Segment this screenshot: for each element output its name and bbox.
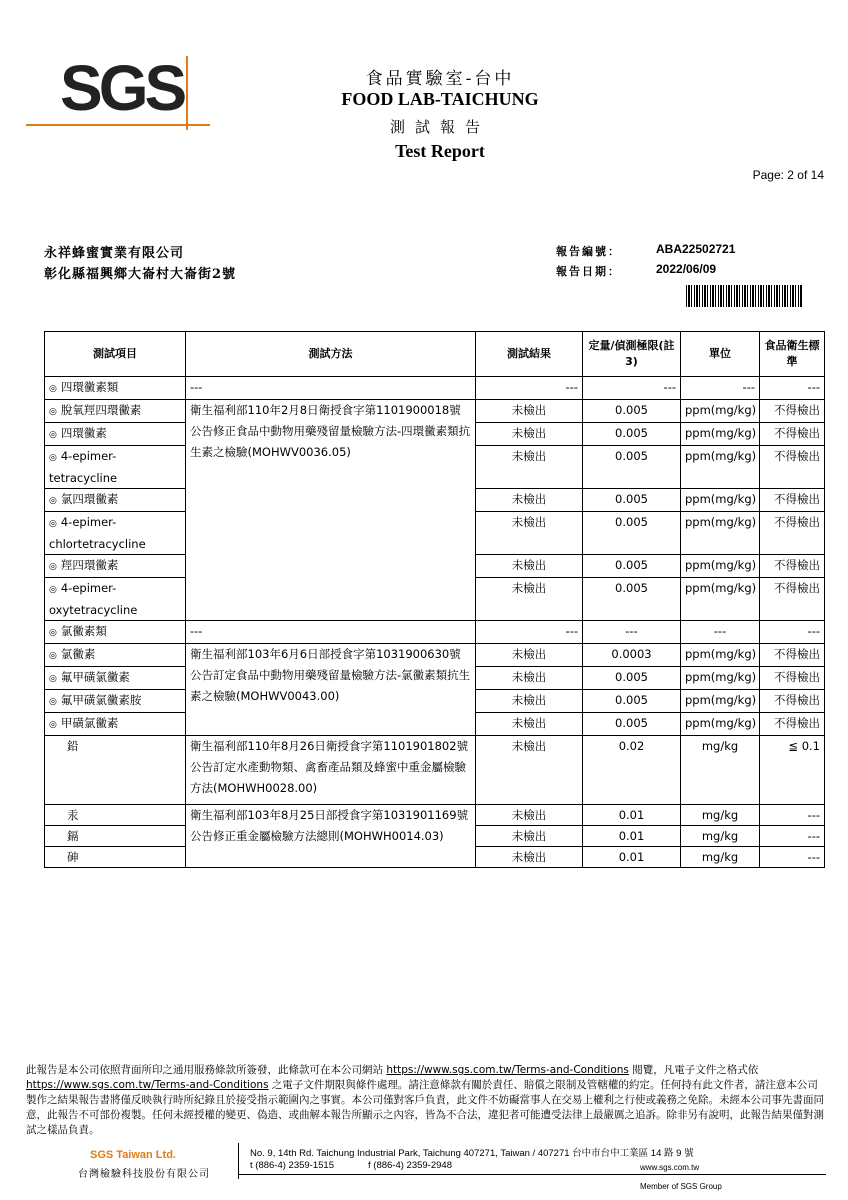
bullet-icon: ◎ [49, 674, 57, 684]
loq-cell: 0.005 [583, 555, 681, 578]
unit-cell: ppm(mg/kg) [681, 644, 760, 667]
terms-link-2[interactable]: https://www.sgs.com.tw/Terms-and-Conditions [26, 1079, 269, 1091]
loq-cell: 0.01 [583, 805, 681, 826]
unit-cell: mg/kg [681, 826, 760, 847]
standard-cell: 不得檢出 [760, 423, 825, 446]
loq-cell: --- [583, 621, 681, 644]
table-row [45, 736, 825, 805]
bullet-icon: ◎ [49, 519, 57, 529]
loq-cell: 0.01 [583, 847, 681, 868]
result-cell: 未檢出 [476, 446, 583, 489]
unit-cell: ppm(mg/kg) [681, 555, 760, 578]
unit-cell: ppm(mg/kg) [681, 667, 760, 690]
bullet-icon: ◎ [49, 585, 57, 595]
result-cell: 未檢出 [476, 667, 583, 690]
report-no-value: ABA22502721 [656, 242, 736, 256]
bullet-icon: ◎ [49, 697, 57, 707]
item-name: 氯黴素 [60, 647, 96, 661]
header-result: 測試結果 [476, 332, 583, 377]
result-cell: 未檢出 [476, 555, 583, 578]
item-name: 氟甲磺氯黴素胺 [60, 693, 142, 707]
bullet-icon: ◎ [49, 628, 57, 638]
loq-cell: 0.005 [583, 578, 681, 621]
item-name: 砷 [45, 847, 186, 868]
result-cell: 未檢出 [476, 423, 583, 446]
unit-cell: mg/kg [681, 736, 760, 805]
result-cell: 未檢出 [476, 713, 583, 736]
header-method: 測試方法 [186, 332, 476, 377]
report-no-label: 報告編號： [556, 245, 621, 258]
lab-name-zh: 食品實驗室-台中 [365, 69, 515, 89]
standard-cell: 不得檢出 [760, 512, 825, 555]
loq-cell: 0.005 [583, 512, 681, 555]
company-address: No. 9, 14th Rd. Taichung Industrial Park, Taichung 407271, Taiwan / 407271 台中市台中工業區 14 路 9 號 [250, 1148, 694, 1159]
bullet-icon: ◎ [49, 453, 57, 463]
method-cell: 衛生福利部110年2月8日衛授食字第1101900018號公告修正食品中動物用藥殘留量檢驗方法-四環黴素類抗生素之檢驗(MOHWV0036.05) [186, 400, 476, 621]
method-cell: --- [186, 621, 476, 644]
terms-link-1[interactable]: https://www.sgs.com.tw/Terms-and-Conditions [386, 1064, 629, 1076]
item-name: 汞 [45, 805, 186, 826]
company-tel: t (886-4) 2359-1515 [250, 1160, 334, 1171]
unit-cell: ppm(mg/kg) [681, 423, 760, 446]
footer-disclaimer [26, 1063, 826, 1138]
result-cell: 未檢出 [476, 847, 583, 868]
report-date-label: 報告日期： [556, 265, 621, 278]
bullet-icon: ◎ [49, 651, 57, 661]
bullet-icon: ◎ [49, 562, 57, 572]
method-cell: 衛生福利部103年6月6日部授食字第1031900630號公告訂定食品中動物用藥殘留量檢驗方法-氯黴素類抗生素之檢驗(MOHWV0043.00) [186, 644, 476, 736]
standard-cell: --- [760, 621, 825, 644]
result-cell: 未檢出 [476, 826, 583, 847]
standard-cell: --- [760, 805, 825, 826]
loq-cell: 0.02 [583, 736, 681, 805]
item-name: 氯黴素類 [60, 624, 107, 638]
item-name: 氯四環黴素 [60, 492, 119, 506]
item-name: 羥四環黴素 [60, 558, 119, 572]
bullet-icon: ◎ [49, 407, 57, 417]
standard-cell: 不得檢出 [760, 667, 825, 690]
standard-cell: --- [760, 377, 825, 400]
standard-cell: --- [760, 826, 825, 847]
loq-cell: 0.005 [583, 713, 681, 736]
standard-cell: 不得檢出 [760, 489, 825, 512]
header-standard: 食品衛生標準 [760, 332, 825, 377]
table-header-row [45, 332, 825, 377]
item-name: 鉛 [45, 736, 186, 805]
result-cell: 未檢出 [476, 736, 583, 805]
method-cell: --- [186, 377, 476, 400]
result-cell: --- [476, 377, 583, 400]
result-cell: 未檢出 [476, 690, 583, 713]
bullet-icon: ◎ [49, 384, 57, 394]
bullet-icon: ◎ [49, 430, 57, 440]
item-name: 四環黴素類 [60, 380, 119, 394]
unit-cell: mg/kg [681, 805, 760, 826]
company-fax: f (886-4) 2359-2948 [368, 1160, 452, 1171]
loq-cell: 0.005 [583, 446, 681, 489]
client-name: 永祥蜂蜜實業有限公司 [44, 246, 185, 261]
report-date-value: 2022/06/09 [656, 262, 717, 276]
item-name: 4-epimer-tetracycline [49, 449, 118, 485]
loq-cell: 0.005 [583, 667, 681, 690]
unit-cell: ppm(mg/kg) [681, 446, 760, 489]
table-row [45, 644, 825, 667]
company-name-en: SGS Taiwan Ltd. [90, 1149, 176, 1161]
unit-cell: ppm(mg/kg) [681, 489, 760, 512]
page-number: Page: 2 of 14 [752, 168, 824, 182]
unit-cell: --- [681, 621, 760, 644]
header-unit: 單位 [681, 332, 760, 377]
unit-cell: ppm(mg/kg) [681, 400, 760, 423]
item-name: 4-epimer-oxytetracycline [49, 581, 138, 617]
standard-cell: 不得檢出 [760, 400, 825, 423]
standard-cell: 不得檢出 [760, 713, 825, 736]
result-cell: 未檢出 [476, 644, 583, 667]
bullet-icon: ◎ [49, 720, 57, 730]
standard-cell: 不得檢出 [760, 446, 825, 489]
results-table [44, 331, 825, 868]
loq-cell: 0.005 [583, 423, 681, 446]
unit-cell: ppm(mg/kg) [681, 578, 760, 621]
unit-cell: ppm(mg/kg) [681, 713, 760, 736]
loq-cell: 0.005 [583, 400, 681, 423]
member-of-group: Member of SGS Group [640, 1182, 722, 1191]
sgs-logo: SGS [60, 52, 184, 124]
method-cell: 衛生福利部110年8月26日衛授食字第1101901802號公告訂定水產動物類、禽畜產品類及蜂蜜中重金屬檢驗方法(MOHWH0028.00) [186, 736, 476, 805]
loq-cell: 0.005 [583, 489, 681, 512]
method-cell: 衛生福利部103年8月25日部授食字第1031901169號公告修正重金屬檢驗方法總則(MOHWH0014.03) [186, 805, 476, 868]
disclaimer-part-2: 閱覽，凡電子文件之格式依 [632, 1064, 759, 1076]
unit-cell: --- [681, 377, 760, 400]
result-cell: 未檢出 [476, 400, 583, 423]
table-row [45, 400, 825, 423]
table-row [45, 805, 825, 826]
standard-cell: 不得檢出 [760, 690, 825, 713]
standard-cell: ≦ 0.1 [760, 736, 825, 805]
header-item: 測試項目 [45, 332, 186, 377]
loq-cell: --- [583, 377, 681, 400]
logo-orange-vline [186, 56, 188, 130]
loq-cell: 0.005 [583, 690, 681, 713]
result-cell: --- [476, 621, 583, 644]
client-address: 彰化縣福興鄉大崙村大崙街2號 [44, 267, 237, 282]
loq-cell: 0.01 [583, 826, 681, 847]
lab-name-en: FOOD LAB-TAICHUNG [341, 89, 539, 109]
item-name: 4-epimer-chlortetracycline [49, 515, 146, 551]
header-loq: 定量/偵測極限(註3) [583, 332, 681, 377]
result-cell: 未檢出 [476, 805, 583, 826]
standard-cell: 不得檢出 [760, 555, 825, 578]
report-title-zh: 測試報告 [389, 118, 490, 136]
table-row [45, 377, 825, 400]
unit-cell: mg/kg [681, 847, 760, 868]
loq-cell: 0.0003 [583, 644, 681, 667]
bullet-icon: ◎ [49, 496, 57, 506]
logo-orange-hline [26, 124, 210, 126]
footer-rule [238, 1174, 826, 1175]
item-name: 鎘 [45, 826, 186, 847]
item-name: 甲磺氯黴素 [60, 716, 119, 730]
unit-cell: ppm(mg/kg) [681, 690, 760, 713]
disclaimer-part-1: 此報告是本公司依照背面所印之通用服務條款所簽發，此條款可在本公司網站 [26, 1064, 383, 1076]
table-row [45, 621, 825, 644]
disclaimer-part-3: 之電子文件期限與條件處理。請注意條款有關於責任、賠償之限制及管轄權的約定。任何持有此文件者，請注意本公司製作之結果報告書將僅反映執行時所紀錄且於接受指示範圍內之事實。本公司僅對客戶負責，此文件不妨礙當事人在交易上權利之行使或義務之免除。未經本公司事先書面同意，此報告不可部份複製。任何未經授權的變更、偽造、或曲解本報告所顯示之內容，皆為不合法，違犯者可能遭受法律上最嚴厲之追訴。除非另有說明，此報告結果僅對測試之樣品負責。 [26, 1079, 824, 1136]
result-cell: 未檢出 [476, 512, 583, 555]
item-name: 脫氧羥四環黴素 [60, 403, 142, 417]
standard-cell: 不得檢出 [760, 578, 825, 621]
standard-cell: 不得檢出 [760, 644, 825, 667]
unit-cell: ppm(mg/kg) [681, 512, 760, 555]
barcode [686, 285, 802, 307]
company-website[interactable]: www.sgs.com.tw [640, 1163, 700, 1172]
report-title-en: Test Report [395, 141, 485, 161]
item-name: 四環黴素 [60, 426, 107, 440]
standard-cell: --- [760, 847, 825, 868]
result-cell: 未檢出 [476, 578, 583, 621]
company-name-zh: 台灣檢驗科技股份有限公司 [78, 1169, 210, 1180]
item-name: 氟甲磺氯黴素 [60, 670, 130, 684]
result-cell: 未檢出 [476, 489, 583, 512]
